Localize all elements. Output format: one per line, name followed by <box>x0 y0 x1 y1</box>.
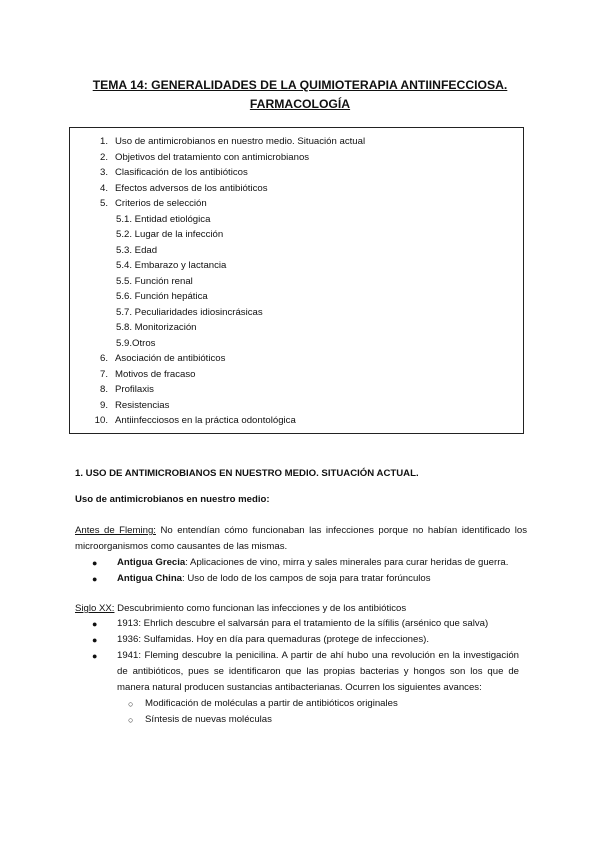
toc-item-label: Criterios de selección <box>115 198 207 209</box>
siglo-xx-paragraph <box>75 601 527 617</box>
siglo-xx-label: Siglo XX: <box>75 603 115 614</box>
toc-item-label: Resistencias <box>115 399 170 411</box>
bullet-icon: ● <box>92 651 98 661</box>
title-line-2: FARMACOLOGÍA <box>249 97 351 111</box>
list-item-text: 1936: Sulfamidas. Hoy en día para quemaduras (protege de infecciones). <box>117 634 429 645</box>
toc-item-label: 5.4. Embarazo y lactancia <box>116 260 227 271</box>
circle-bullet-icon: ○ <box>128 699 134 709</box>
toc-item-label: Objetivos del tratamiento con antimicrobianos <box>115 151 310 163</box>
table-of-contents: 1. Uso de antimicrobianos en nuestro medio. Situación actual 2. Objetivos del tratamiento con antimicrobianos 3. Clasificación de los antibióticos 4. Efectos adversos de los antibióticos 5. Criterios de selección 5.1. Entidad etiológica 5.2. Lugar de la infección 5.3. Edad 5.4. Embarazo y lactancia 5.5. Función renal 5.6. Función hepática 5.7. Peculiaridades idiosincrásicas 5.8. Monitorización 5.9.Otros 6. Asociación de antibióticos 7. Motivos de fracaso 8. Profilaxis 9. Resistencias 10. Antiinfecciosos en la práctica odontológica <box>69 127 524 434</box>
bullet-icon: ● <box>92 635 98 645</box>
bullet-icon: ● <box>92 558 98 568</box>
circle-bullet-icon: ○ <box>128 715 134 725</box>
bullet-icon: ● <box>92 619 98 629</box>
fleming-paragraph <box>75 523 527 555</box>
subsection-heading: Uso de antimicrobianos en nuestro medio: <box>75 494 270 505</box>
list-item-text: 1941: Fleming descubre la penicilina. A partir de ahí hubo una revolución en la investigación de antibióticos, pues se identificaron que las propias bacterias y hongos son los que de manera natural producen sustancias antibacterianas. Ocurren los siguientes avances: <box>117 650 519 693</box>
toc-item-label: 5.6. Función hepática <box>116 291 208 302</box>
toc-item-label: Asociación de antibióticos <box>115 353 226 364</box>
list-item-bold: Antigua China <box>117 573 183 584</box>
toc-item-label: Profilaxis <box>115 384 154 395</box>
siglo-xx-text: Descubrimiento como funcionan las infecciones y de los antibióticos <box>114 603 407 614</box>
list-item-bold: Antigua Grecia <box>117 557 186 568</box>
toc-item-label: 5.7. Peculiaridades idiosincrásicas <box>116 306 263 318</box>
bullet-icon: ● <box>92 574 98 584</box>
list-item-text: : Uso de lodo de los campos de soja para tratar forúnculos <box>182 573 431 584</box>
section-heading: 1. USO DE ANTIMICROBIANOS EN NUESTRO MEDIO. SITUACIÓN ACTUAL. <box>75 468 419 479</box>
toc-item-label: Efectos adversos de los antibióticos <box>115 182 268 194</box>
toc-item-label: 5.2. Lugar de la infección <box>116 229 224 240</box>
toc-item-label: 5.8. Monitorización <box>116 322 197 333</box>
title-line-1: TEMA 14: GENERALIDADES DE LA QUIMIOTERAPIA ANTIINFECCIOSA. <box>92 78 508 92</box>
toc-item-label: Uso de antimicrobianos en nuestro medio. Situación actual <box>115 136 366 147</box>
toc-item-label: 5.5. Función renal <box>116 275 193 287</box>
toc-item-label: 5.1. Entidad etiológica <box>116 213 211 225</box>
sub-list-item-text: Modificación de moléculas a partir de antibióticos originales <box>145 698 398 709</box>
fleming-label: Antes de Fleming: <box>75 525 156 536</box>
toc-item-label: 5.9.Otros <box>116 337 156 349</box>
fleming-text: No entendían cómo funcionaban las infecciones porque no habían identificado los microorganismos como causantes de las mismas. <box>75 525 528 552</box>
toc-item-label: 5.3. Edad <box>116 244 158 256</box>
sub-list-item-text: Síntesis de nuevas moléculas <box>145 714 272 725</box>
toc-item-label: Antiinfecciosos en la práctica odontológica <box>115 415 296 426</box>
page-title <box>70 76 530 114</box>
list-item-text: : Aplicaciones de vino, mirra y sales minerales para curar heridas de guerra. <box>185 557 509 568</box>
toc-item-label: Motivos de fracaso <box>115 368 196 380</box>
toc-item-label: Clasificación de los antibióticos <box>115 167 248 178</box>
list-item-text: 1913: Ehrlich descubre el salvarsán para el tratamiento de la sífilis (arsénico que salva) <box>117 618 489 629</box>
